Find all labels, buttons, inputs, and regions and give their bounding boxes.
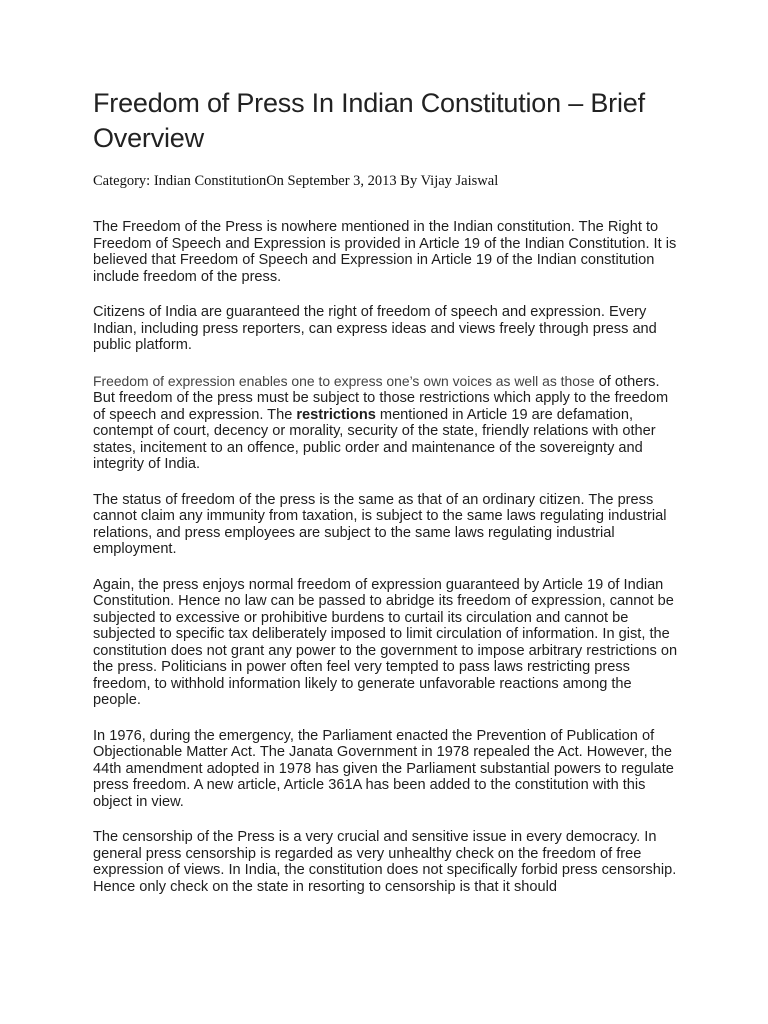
paragraph-3 (93, 373, 683, 473)
paragraph-1: The Freedom of the Press is nowhere mentioned in the Indian constitution. The Right to Freedom of Speech and Expression is provided in Article 19 of the Indian Constitution. It is believed that Freedom of Speech and Expression in Article 19 of the Indian constitution include freedom of the press. (93, 219, 677, 285)
paragraph-4: The status of freedom of the press is the same as that of an ordinary citizen. The press cannot claim any immunity from taxation, is subject to the same laws regulating industrial relations, and press employees are subject to the same laws regulating industrial employment. (93, 491, 667, 557)
article-title: Freedom of Press In Indian Constitution – Brief Overview (93, 88, 645, 153)
paragraph-6: In 1976, during the emergency, the Parliament enacted the Prevention of Publication of Objectionable Matter Act. The Janata Government in 1978 repealed the Act. However, the 44th amendment adopted in 1978 has given the Parliament substantial powers to regulate press freedom. A new article, Article 361A has been added to the constitution with this object in view. (93, 727, 674, 810)
category-link[interactable]: Indian Constitution (153, 173, 267, 189)
paragraph-2: Citizens of India are guaranteed the right of freedom of speech and expression. Every Indian, including press reporters, can express ideas and views freely through press and public platform. (93, 304, 657, 353)
category-label: Category: (93, 173, 154, 189)
article (93, 86, 683, 895)
article-meta (93, 172, 683, 190)
restrictions-term: restrictions (296, 406, 376, 423)
paragraph-5: Again, the press enjoys normal freedom of expression guaranteed by Article 19 of Indian Constitution. Hence no law can be passed to abridge its freedom of expression, cannot be subjected to excessive or prohibitive burdens to curtail its circulation and cannot be subjected to specific tax deliberately imposed to limit circulation of information. In gist, the constitution does not grant any power to the government to impose arbitrary restrictions on the press. Politicians in power often feel very tempted to pass laws restricting press freedom, to withhold information likely to generate unfavorable reactions among the people. (93, 576, 678, 708)
paragraph-7: The censorship of the Press is a very crucial and sensitive issue in every democracy. In general press censorship is regarded as very unhealthy check on the freedom of free expression of views. In India, the constitution does not specifically forbid press censorship. Hence only check on the state in resorting to censorship is that it should (93, 829, 677, 895)
paragraph-3-text-b: mentioned in Article 19 are defamation, contempt of court, decency or morality, security of the state, friendly relations with other states, incitement to an offence, public order and maintenance of the sovereignty and integrity of India. (93, 406, 656, 472)
post-date-author: On September 3, 2013 By Vijay Jaiswal (266, 173, 499, 189)
paragraph-3-text-a: of others. But freedom of the press must be subject to those restrictions which apply to the freedom of speech and expression. The (93, 373, 669, 423)
paragraph-3-lead: Freedom of expression enables one to express one’s own voices as well as those (93, 372, 595, 389)
